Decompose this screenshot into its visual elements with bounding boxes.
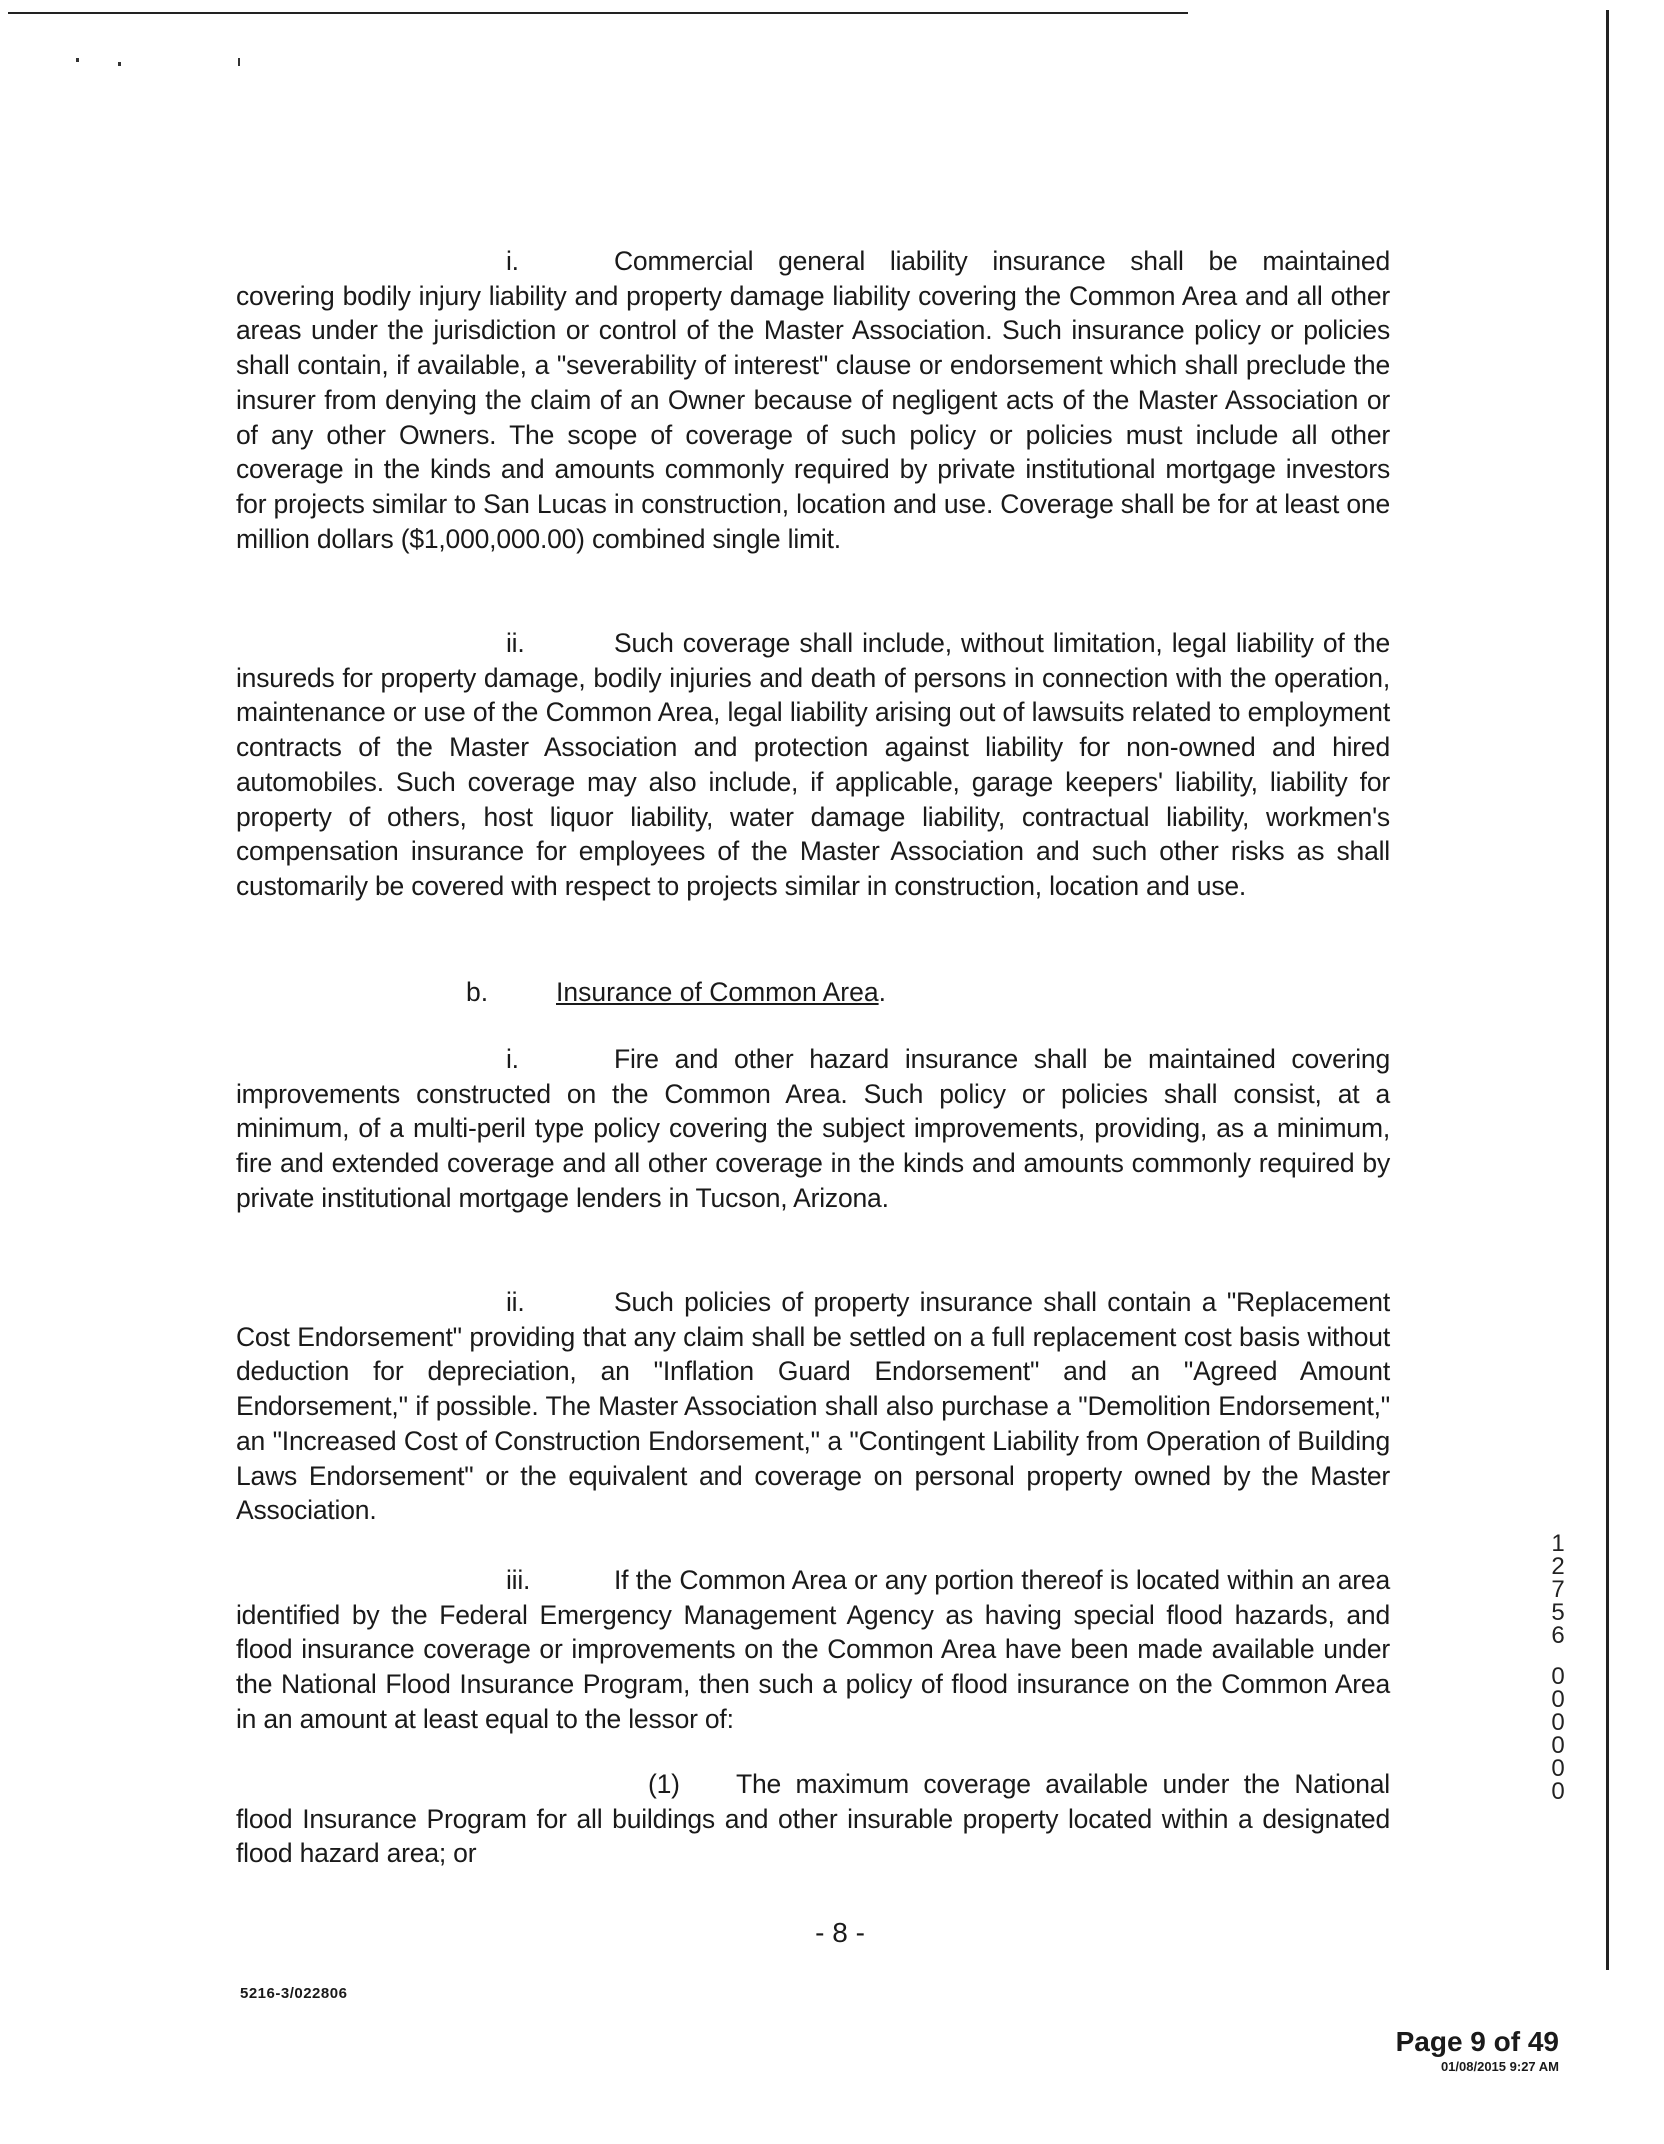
section-letter: b.	[466, 977, 489, 1007]
document-code: 5216-3/022806	[240, 1985, 348, 2002]
scan-speck	[238, 58, 240, 66]
stamp-digit: 5	[1551, 1599, 1565, 1626]
paragraph-b-iii	[236, 1563, 1390, 1737]
paragraph-number: ii.	[506, 1287, 525, 1317]
stamp-digit: 0	[1551, 1663, 1565, 1690]
stamp-digit: 1	[1551, 1530, 1565, 1557]
paragraph-number: (1)	[648, 1769, 680, 1799]
paragraph-number: iii.	[506, 1565, 531, 1595]
paragraph-b-i	[236, 1042, 1390, 1216]
stamp-digit: 0	[1551, 1686, 1565, 1713]
top-rule	[8, 12, 1188, 14]
scan-speck	[76, 58, 79, 62]
paragraph-b-ii	[236, 1285, 1390, 1528]
right-margin-rule	[1606, 10, 1609, 1970]
section-heading-b	[466, 975, 886, 1010]
margin-stamp	[1546, 1532, 1570, 1803]
paragraph-text: Such policies of property insurance shall contain a "Replacement Cost Endorsement" providing that any claim shall be settled on a full replacement cost basis without deduction for depreciation, an "Inflation Guard Endorsement" and an "Agreed Amount Endorsement," if possible. The Master Association shall also purchase a "Demolition Endorsement," an "Increased Cost of Construction Endorsement," a "Contingent Liability from Operation of Building Laws Endorsement" or the equivalent and coverage on personal property owned by the Master Association.	[236, 1287, 1390, 1526]
paragraph-number: i.	[506, 246, 519, 276]
paragraph-a-ii	[236, 626, 1390, 904]
page-number: - 8 -	[815, 1917, 865, 1948]
paragraph-text: Such coverage shall include, without limitation, legal liability of the insureds for property damage, bodily injuries and death of persons in connection with the operation, maintenance or use of the Common Area, legal liability arising out of lawsuits related to employment contracts of the Master Association and protection against liability for non-owned and hired automobiles. Such coverage may also include, if applicable, garage keepers' liability, liability for property of others, host liquor liability, water damage liability, contractual liability, workmen's compensation insurance for employees of the Master Association and such other risks as shall customarily be covered with respect to projects similar in construction, location and use.	[236, 628, 1390, 901]
section-title-period: .	[878, 977, 886, 1007]
paragraph-a-i	[236, 244, 1390, 556]
paragraph-b-iii-1	[236, 1767, 1390, 1871]
paragraph-number: i.	[506, 1044, 519, 1074]
stamp-digit: 0	[1551, 1778, 1565, 1805]
print-timestamp: 01/08/2015 9:27 AM	[1440, 2059, 1559, 2074]
paragraph-text: Fire and other hazard insurance shall be maintained covering improvements constructed on the Common Area. Such policy or policies shall consist, at a minimum, of a multi-peril type policy covering the subject improvements, providing, as a minimum, fire and extended coverage and all other coverage in the kinds and amounts commonly required by private institutional mortgage lenders in Tucson, Arizona.	[236, 1044, 1390, 1213]
stamp-digit: 2	[1551, 1553, 1565, 1580]
paragraph-number: ii.	[506, 628, 525, 658]
page-counter: Page 9 of 49	[1395, 2026, 1559, 2057]
stamp-digit: 0	[1551, 1732, 1565, 1759]
stamp-digit: 0	[1551, 1709, 1565, 1736]
paragraph-text: Commercial general liability insurance shall be maintained covering bodily injury liability and property damage liability covering the Common Area and all other areas under the jurisdiction or control of the Master Association. Such insurance policy or policies shall contain, if available, a "severability of interest" clause or endorsement which shall preclude the insurer from denying the claim of an Owner because of negligent acts of the Master Association or of any other Owners. The scope of coverage of such policy or policies must include all other coverage in the kinds and amounts commonly required by private institutional mortgage investors for projects similar to San Lucas in construction, location and use. Coverage shall be for at least one million dollars ($1,000,000.00) combined single limit.	[236, 246, 1390, 554]
stamp-digit: 7	[1551, 1576, 1565, 1603]
paragraph-text: If the Common Area or any portion thereof is located within an area identified by the Federal Emergency Management Agency as having special flood hazards, and flood insurance coverage or improvements on the Common Area have been made available under the National Flood Insurance Program, then such a policy of flood insurance on the Common Area in an amount at least equal to the lessor of:	[236, 1565, 1390, 1734]
stamp-digit: 6	[1551, 1622, 1565, 1649]
stamp-digit: 0	[1551, 1755, 1565, 1782]
scan-speck	[118, 62, 121, 66]
section-title: Insurance of Common Area	[556, 977, 879, 1007]
paragraph-text: The maximum coverage available under the National flood Insurance Program for all buildings and other insurable property located within a designated flood hazard area; or	[236, 1769, 1390, 1869]
